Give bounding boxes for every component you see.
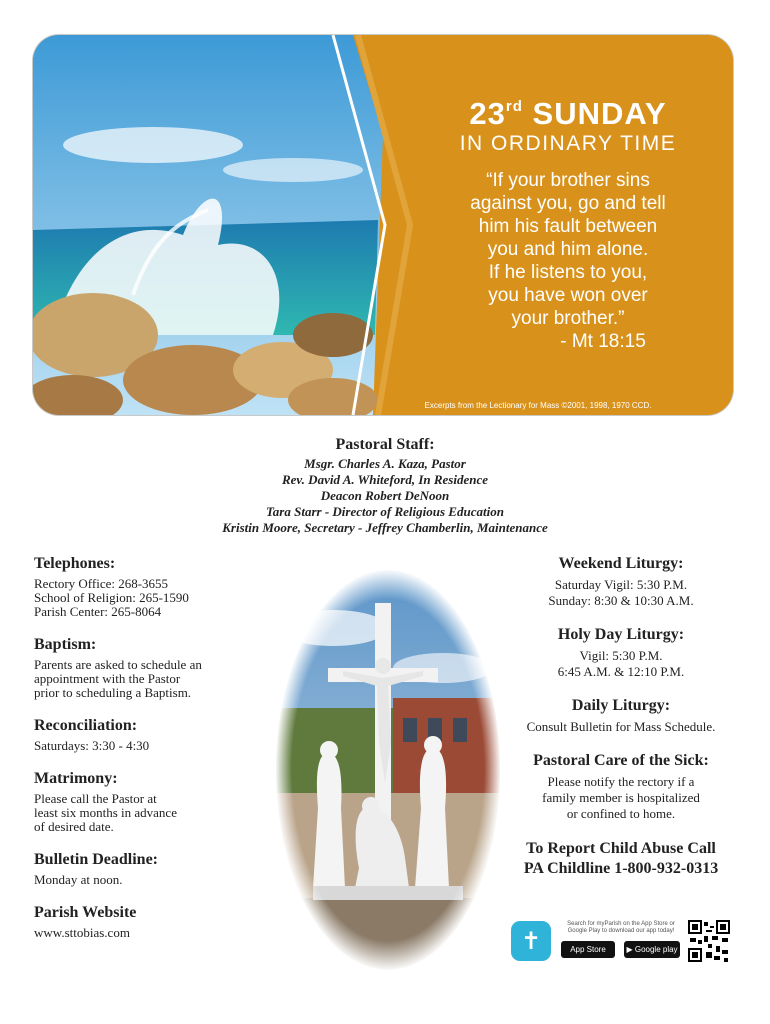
hero-banner — [33, 35, 733, 415]
bulletin-deadline-section — [34, 851, 254, 887]
hero-text-block — [413, 97, 723, 353]
play-icon: ▶ — [626, 945, 633, 954]
section-text: Please call the Pastor at — [34, 791, 157, 806]
app-store-label: App Store — [570, 945, 606, 954]
section-heading: Bulletin Deadline: — [34, 851, 159, 868]
section-heading: Matrimony: — [34, 770, 118, 787]
hero-title-suffix: rd — [505, 98, 523, 115]
staff-member: Msgr. Charles A. Kaza, Pastor — [304, 456, 466, 471]
hero-title-word: SUNDAY — [522, 96, 667, 131]
section-text: Monday at noon. — [34, 872, 123, 887]
section-heading: Reconciliation: — [34, 717, 138, 734]
section-text: prior to scheduling a Baptism. — [34, 685, 192, 700]
phone-line: School of Religion: 265-1590 — [34, 590, 189, 605]
pastoral-care-section — [506, 752, 736, 822]
right-column — [506, 555, 736, 896]
phone-line: Parish Center: 265-8064 — [34, 604, 162, 619]
mass-time: 6:45 A.M. & 12:10 P.M. — [557, 664, 685, 679]
matrimony-section — [34, 770, 254, 834]
scripture-reference: - Mt 18:15 — [560, 331, 646, 352]
telephones-section — [34, 555, 254, 619]
app-store-button[interactable] — [561, 941, 615, 958]
phone-line: Rectory Office: 268-3655 — [34, 576, 169, 591]
staff-member: Kristin Moore, Secretary - Jeffrey Chamberlin, Maintenance — [222, 520, 548, 535]
mass-time: Vigil: 5:30 P.M. — [579, 648, 663, 663]
section-heading: Pastoral Care of the Sick: — [533, 752, 709, 769]
childline-number: PA Childline 1-800-932-0313 — [523, 860, 719, 877]
lectionary-credit: Excerpts from the Lectionary for Mass ©2001, 1998, 1970 CCD. — [424, 401, 652, 410]
section-text: Parents are asked to schedule an — [34, 657, 202, 672]
section-text: Consult Bulletin for Mass Schedule. — [526, 719, 716, 734]
section-heading: Weekend Liturgy: — [558, 555, 684, 572]
quote-line: “If your brother sins — [486, 170, 650, 191]
quote-line: against you, go and tell — [470, 193, 666, 214]
website-section — [34, 904, 254, 940]
baptism-section — [34, 636, 254, 700]
child-abuse-hotline — [506, 839, 736, 879]
pastoral-staff — [0, 436, 770, 536]
staff-heading: Pastoral Staff: — [335, 436, 435, 453]
left-column — [34, 555, 254, 957]
hero-title-number: 23 — [469, 96, 506, 131]
reconciliation-section — [34, 717, 254, 753]
crucifix-statue-image — [273, 568, 503, 973]
section-text: least six months in advance — [34, 805, 177, 820]
promo-line: Search for myParish on the App Store or — [567, 921, 675, 927]
app-promo-text — [560, 921, 682, 935]
report-heading: To Report Child Abuse Call — [526, 840, 716, 857]
google-play-label: Google play — [634, 945, 678, 954]
section-text: appointment with the Pastor — [34, 671, 181, 686]
section-text: or confined to home. — [566, 806, 676, 821]
quote-line: you have won over — [488, 285, 648, 306]
staff-member: Rev. David A. Whiteford, In Residence — [281, 472, 489, 487]
quote-line: him his fault between — [478, 216, 658, 237]
quote-line: your brother.” — [511, 308, 625, 329]
quote-line: you and him alone. — [487, 239, 649, 260]
hero-subtitle: IN ORDINARY TIME — [459, 132, 677, 155]
section-text: Saturdays: 3:30 - 4:30 — [34, 738, 150, 753]
mass-time: Saturday Vigil: 5:30 P.M. — [554, 577, 688, 592]
google-play-button[interactable] — [624, 941, 680, 958]
scripture-quote — [413, 169, 723, 330]
cross-icon: ✝ — [520, 927, 542, 955]
section-heading: Holy Day Liturgy: — [557, 626, 685, 643]
mass-time: Sunday: 8:30 & 10:30 A.M. — [548, 593, 694, 608]
holy-day-liturgy-section — [506, 626, 736, 680]
section-text: of desired date. — [34, 819, 114, 834]
daily-liturgy-section — [506, 697, 736, 735]
section-heading: Telephones: — [34, 555, 116, 572]
section-heading: Baptism: — [34, 636, 97, 653]
staff-member: Deacon Robert DeNoon — [320, 488, 450, 503]
section-heading: Parish Website — [34, 904, 137, 921]
hero-title — [413, 97, 723, 131]
qr-code-icon[interactable] — [688, 920, 730, 962]
website-link[interactable]: www.sttobias.com — [34, 925, 130, 940]
section-text: Please notify the rectory if a — [547, 774, 695, 789]
weekend-liturgy-section — [506, 555, 736, 609]
section-text: family member is hospitalized — [542, 790, 700, 805]
section-heading: Daily Liturgy: — [571, 697, 671, 714]
myparish-app-icon[interactable] — [511, 921, 551, 961]
promo-line: Google Play to download our app today! — [567, 928, 675, 934]
quote-line: If he listens to you, — [488, 262, 648, 283]
staff-member: Tara Starr - Director of Religious Education — [266, 504, 504, 519]
